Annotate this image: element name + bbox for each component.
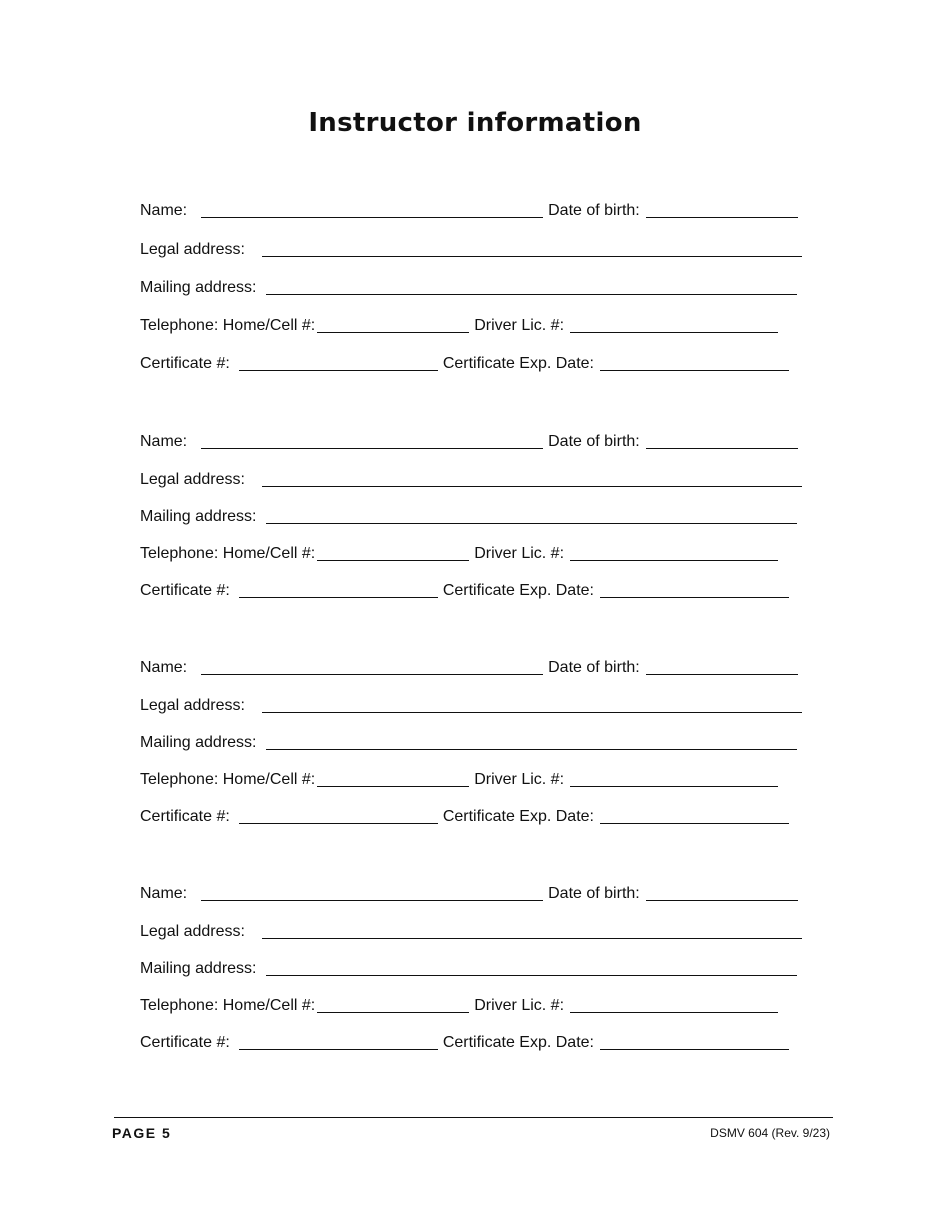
name-row xyxy=(140,199,798,221)
telephone-field[interactable] xyxy=(317,1012,469,1013)
telephone-field[interactable] xyxy=(317,332,469,333)
dob-label: Date of birth: xyxy=(548,433,640,450)
certificate-field[interactable] xyxy=(239,1049,438,1050)
telephone-row xyxy=(140,542,778,564)
mailing-address-label: Mailing address: xyxy=(140,508,257,525)
legal-address-label: Legal address: xyxy=(140,471,245,488)
driver-lic-field[interactable] xyxy=(570,560,778,561)
driver-lic-label: Driver Lic. #: xyxy=(474,997,565,1014)
legal-address-row xyxy=(140,468,802,490)
name-label: Name: xyxy=(140,433,188,450)
mailing-address-field[interactable] xyxy=(266,523,797,524)
certificate-field[interactable] xyxy=(239,823,438,824)
dob-label: Date of birth: xyxy=(548,659,640,676)
dob-label: Date of birth: xyxy=(548,885,640,902)
mailing-address-label: Mailing address: xyxy=(140,734,257,751)
certificate-row xyxy=(140,1031,789,1053)
certificate-label: Certificate #: xyxy=(140,355,230,372)
driver-lic-label: Driver Lic. #: xyxy=(474,545,565,562)
certificate-field[interactable] xyxy=(239,597,438,598)
name-field[interactable] xyxy=(201,674,543,675)
certificate-row xyxy=(140,579,789,601)
legal-address-field[interactable] xyxy=(262,486,802,487)
mailing-address-row xyxy=(140,957,797,979)
cert-exp-field[interactable] xyxy=(600,370,789,371)
name-row xyxy=(140,430,798,452)
dob-label: Date of birth: xyxy=(548,202,640,219)
name-field[interactable] xyxy=(201,448,543,449)
name-row xyxy=(140,882,798,904)
mailing-address-field[interactable] xyxy=(266,975,797,976)
footer-divider xyxy=(114,1117,833,1118)
mailing-address-row xyxy=(140,276,797,298)
page-title: Instructor information xyxy=(308,108,642,138)
name-row xyxy=(140,656,798,678)
telephone-label: Telephone: Home/Cell #: xyxy=(140,545,316,562)
telephone-row xyxy=(140,994,778,1016)
driver-lic-field[interactable] xyxy=(570,786,778,787)
certificate-label: Certificate #: xyxy=(140,1034,230,1051)
dob-field[interactable] xyxy=(646,900,798,901)
certificate-row xyxy=(140,805,789,827)
legal-address-row xyxy=(140,694,802,716)
legal-address-label: Legal address: xyxy=(140,241,245,258)
dob-field[interactable] xyxy=(646,448,798,449)
legal-address-label: Legal address: xyxy=(140,697,245,714)
certificate-field[interactable] xyxy=(239,370,438,371)
legal-address-field[interactable] xyxy=(262,938,802,939)
telephone-row xyxy=(140,314,778,336)
legal-address-field[interactable] xyxy=(262,712,802,713)
cert-exp-label: Certificate Exp. Date: xyxy=(442,582,594,599)
telephone-row xyxy=(140,768,778,790)
legal-address-field[interactable] xyxy=(262,256,802,257)
name-label: Name: xyxy=(140,659,188,676)
driver-lic-label: Driver Lic. #: xyxy=(474,771,565,788)
name-field[interactable] xyxy=(201,217,543,218)
certificate-row xyxy=(140,352,789,374)
telephone-label: Telephone: Home/Cell #: xyxy=(140,997,316,1014)
mailing-address-label: Mailing address: xyxy=(140,279,257,296)
certificate-label: Certificate #: xyxy=(140,808,230,825)
legal-address-label: Legal address: xyxy=(140,923,245,940)
cert-exp-field[interactable] xyxy=(600,823,789,824)
telephone-field[interactable] xyxy=(317,786,469,787)
mailing-address-row xyxy=(140,731,797,753)
form-identifier: DSMV 604 (Rev. 9/23) xyxy=(710,1126,830,1140)
cert-exp-field[interactable] xyxy=(600,597,789,598)
name-label: Name: xyxy=(140,202,188,219)
driver-lic-field[interactable] xyxy=(570,332,778,333)
telephone-label: Telephone: Home/Cell #: xyxy=(140,771,316,788)
mailing-address-field[interactable] xyxy=(266,294,797,295)
driver-lic-field[interactable] xyxy=(570,1012,778,1013)
dob-field[interactable] xyxy=(646,217,798,218)
cert-exp-label: Certificate Exp. Date: xyxy=(442,355,594,372)
mailing-address-row xyxy=(140,505,797,527)
cert-exp-label: Certificate Exp. Date: xyxy=(442,808,594,825)
telephone-label: Telephone: Home/Cell #: xyxy=(140,317,316,334)
mailing-address-field[interactable] xyxy=(266,749,797,750)
legal-address-row xyxy=(140,920,802,942)
legal-address-row xyxy=(140,238,802,260)
certificate-label: Certificate #: xyxy=(140,582,230,599)
dob-field[interactable] xyxy=(646,674,798,675)
name-field[interactable] xyxy=(201,900,543,901)
mailing-address-label: Mailing address: xyxy=(140,960,257,977)
driver-lic-label: Driver Lic. #: xyxy=(474,317,565,334)
cert-exp-label: Certificate Exp. Date: xyxy=(442,1034,594,1051)
cert-exp-field[interactable] xyxy=(600,1049,789,1050)
name-label: Name: xyxy=(140,885,188,902)
page-number: PAGE 5 xyxy=(112,1125,172,1141)
telephone-field[interactable] xyxy=(317,560,469,561)
